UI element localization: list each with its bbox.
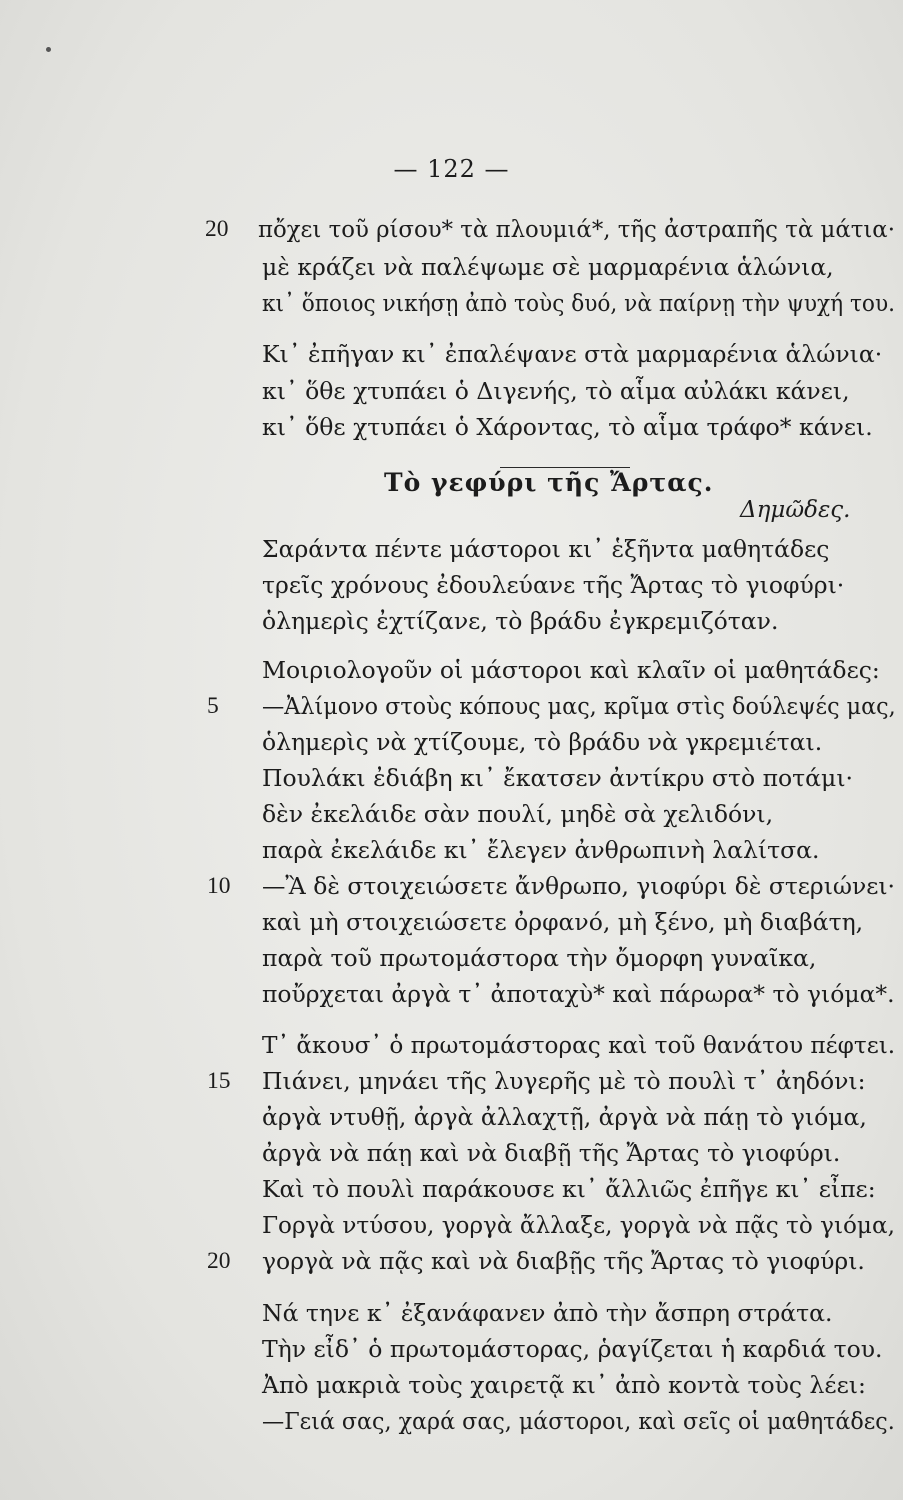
verse-line: ποὔρχεται ἀργὰ τ᾿ ἀποταχὺ* καὶ πάρωρα* τὸ γιόμα*. <box>262 980 895 1008</box>
verse-line: τρεῖς χρόνους ἐδουλεύανε τῆς Ἄρτας τὸ γιοφύρι· <box>262 571 845 599</box>
verse-line: πὄχει τοῦ ρίσου* τὰ πλουμιά*, τῆς ἀστραπῆς τὰ μάτια· <box>258 215 895 243</box>
verse-line: παρὰ ἐκελάιδε κι᾿ ἔλεγεν ἀνθρωπινὴ λαλίτσα. <box>262 836 820 864</box>
verse-line: Μοιριολογοῦν οἱ μάστοροι καὶ κλαῖν οἱ μαθητάδες: <box>262 656 880 684</box>
verse-line: ὁλημερὶς ἐχτίζανε, τὸ βράδυ ἐγκρεμιζόταν. <box>262 607 779 635</box>
verse-line: Πιάνει, μηνάει τῆς λυγερῆς μὲ τὸ πουλὶ τ᾿ ἀηδόνι: <box>262 1067 866 1095</box>
page-number: — 122 — <box>393 155 510 183</box>
verse-line: Καὶ τὸ πουλὶ παράκουσε κι᾿ ἄλλιῶς ἐπῆγε κι᾿ εἶπε: <box>262 1175 876 1203</box>
verse-line: Πουλάκι ἐδιάβη κι᾿ ἔκατσεν ἀντίκρυ στὸ ποτάμι· <box>262 764 854 792</box>
verse-line: Γοργὰ ντύσου, γοργὰ ἄλλαξε, γοργὰ νὰ πᾷς τὸ γιόμα, <box>262 1211 895 1239</box>
verse-line: κι᾿ ὅθε χτυπάει ὁ Διγενής, τὸ αἷμα αὐλάκι κάνει, <box>262 377 850 405</box>
verse-line: —Ἂ δὲ στοιχειώσετε ἄνθρωπο, γιοφύρι δὲ στεριώνει· <box>262 872 896 900</box>
verse-line: κι᾿ ὅποιος νικήσῃ ἀπὸ τοὺς δυό, νὰ παίρνῃ τὴν ψυχή του. <box>262 289 896 317</box>
line-number-20: 20 <box>205 216 229 242</box>
verse-line: καὶ μὴ στοιχειώσετε ὀρφανό, μὴ ξένο, μὴ διαβάτη, <box>262 908 864 936</box>
verse-line: —Ἀλίμονο στοὺς κόπους μας, κρῖμα στὶς δούλεψές μας, <box>262 692 896 720</box>
verse-line: Τὴν εἶδ᾿ ὁ πρωτομάστορας, ῥαγίζεται ἡ καρδιά του. <box>262 1335 883 1363</box>
verse-line: Σαράντα πέντε μάστοροι κι᾿ ἑξῆντα μαθητάδες <box>262 535 830 563</box>
line-number-20: 20 <box>207 1248 231 1274</box>
verse-line: ἀργὰ νὰ πάῃ καὶ νὰ διαβῇ τῆς Ἄρτας τὸ γιοφύρι. <box>262 1139 841 1167</box>
verse-line: παρὰ τοῦ πρωτομάστορα τὴν ὄμορφη γυναῖκα, <box>262 944 817 972</box>
verse-line: δὲν ἐκελάιδε σὰν πουλί, μηδὲ σὰ χελιδόνι, <box>262 800 774 828</box>
poem-title: Τὸ γεφύρι τῆς Ἄρτας. <box>384 468 714 497</box>
verse-line: ὁλημερὶς νὰ χτίζουμε, τὸ βράδυ νὰ γκρεμιέται. <box>262 728 823 756</box>
verse-line: μὲ κράζει νὰ παλέψωμε σὲ μαρμαρένια ἁλώνια, <box>262 253 834 281</box>
line-number-5: 5 <box>207 693 219 719</box>
line-number-15: 15 <box>207 1068 231 1094</box>
verse-line: —Γειά σας, χαρά σας, μάστοροι, καὶ σεῖς οἱ μαθητάδες. <box>262 1407 895 1435</box>
verse-line: Τ᾿ ἄκουσ᾿ ὁ πρωτομάστορας καὶ τοῦ θανάτου πέφτει. <box>262 1031 896 1059</box>
poem-attribution: Δημῶδες. <box>740 497 851 523</box>
print-speck <box>46 47 51 52</box>
verse-line: ἀργὰ ντυθῇ, ἀργὰ ἀλλαχτῇ, ἀργὰ νὰ πάῃ τὸ γιόμα, <box>262 1103 867 1131</box>
verse-line: Νά τηνε κ᾿ ἐξανάφανεν ἀπὸ τὴν ἄσπρη στράτα. <box>262 1299 833 1327</box>
verse-line: Ἀπὸ μακριὰ τοὺς χαιρετᾷ κι᾿ ἀπὸ κοντὰ τοὺς λέει: <box>262 1371 866 1399</box>
verse-line: γοργὰ νὰ πᾷς καὶ νὰ διαβῇς τῆς Ἄρτας τὸ γιοφύρι. <box>262 1247 865 1275</box>
verse-line: κι᾿ ὅθε χτυπάει ὁ Χάροντας, τὸ αἷμα τράφο* κάνει. <box>262 413 873 441</box>
verse-line: Κι᾿ ἐπῆγαν κι᾿ ἐπαλέψανε στὰ μαρμαρένια ἁλώνια· <box>262 340 883 368</box>
line-number-10: 10 <box>207 873 231 899</box>
